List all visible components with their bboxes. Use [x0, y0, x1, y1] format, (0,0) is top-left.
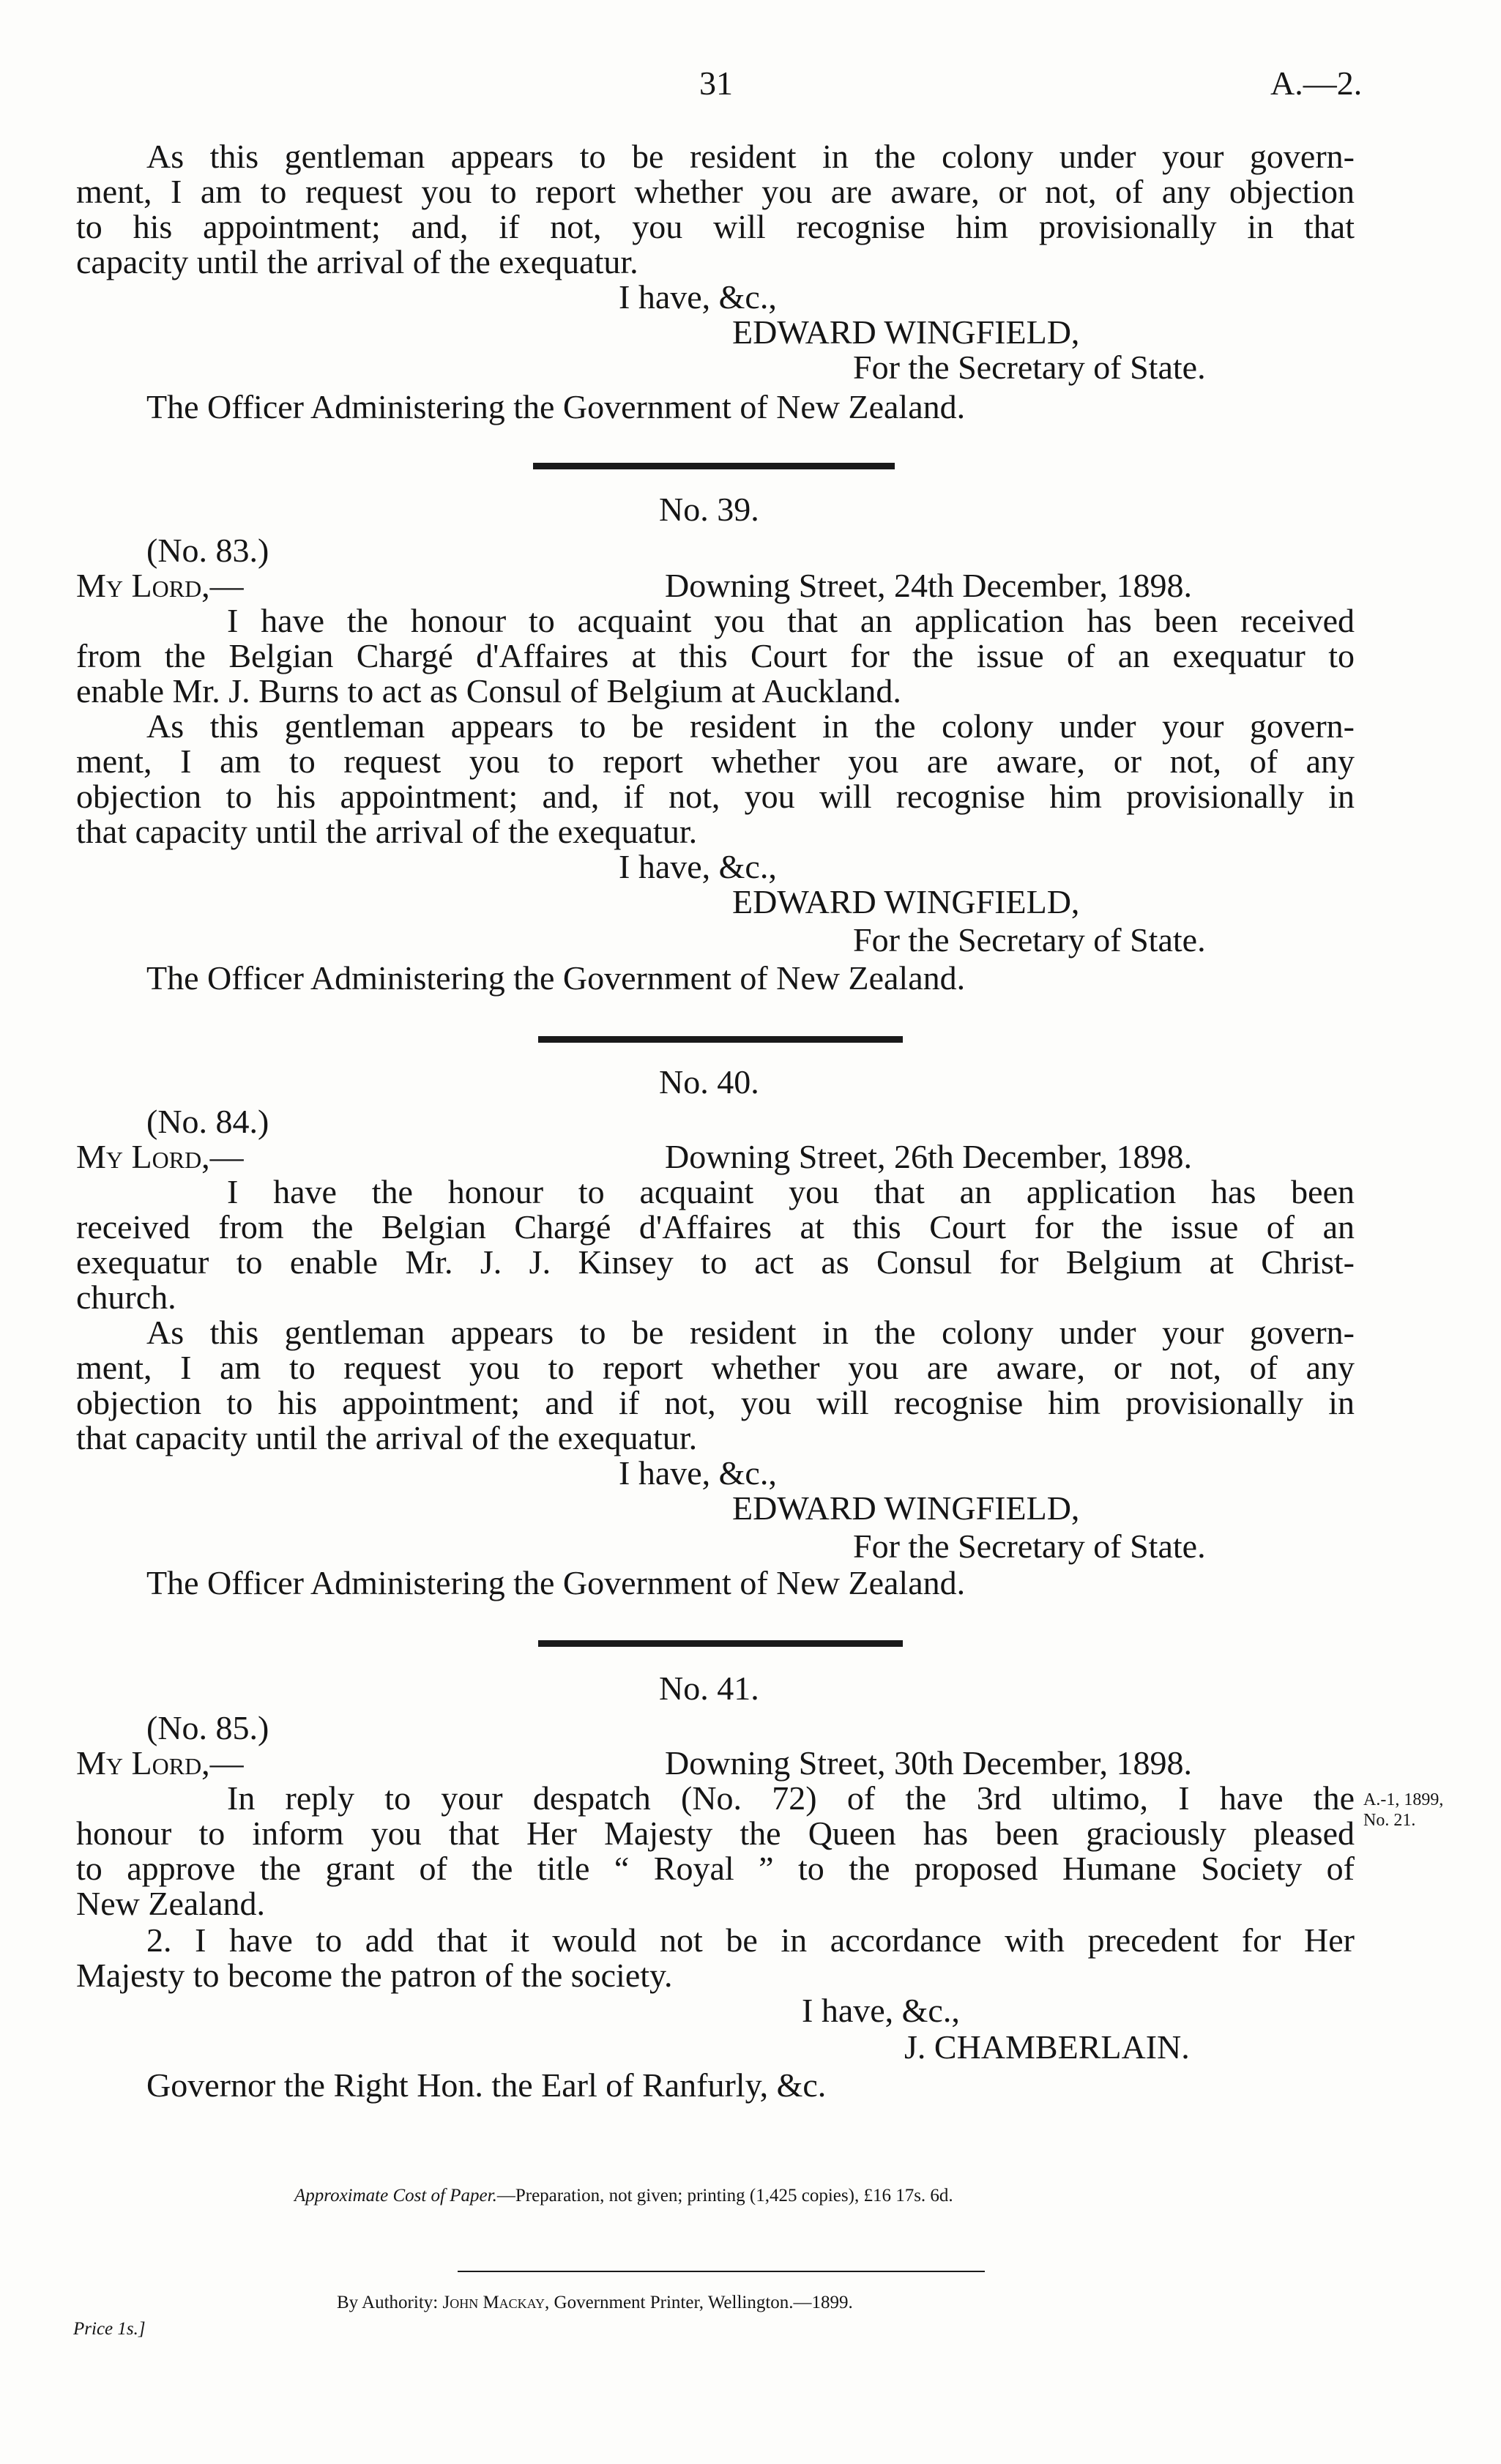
para-line: I have the honour to acquaint you that an application has been — [227, 1173, 1355, 1210]
para-line: honour to inform you that Her Majesty the Queen has been graciously pleased — [76, 1814, 1355, 1852]
dateline: Downing Street, 30th December, 1898. — [665, 1744, 1192, 1782]
closing: I have, &c., — [802, 1992, 960, 2029]
para-line: that capacity until the arrival of the exequatur. — [76, 1419, 698, 1456]
para-line: enable Mr. J. Burns to act as Consul of Belgium at Auckland. — [76, 672, 901, 710]
salutation: My Lord,— — [76, 1138, 244, 1175]
cost-of-paper — [294, 2185, 953, 2207]
para-line: that capacity until the arrival of the exequatur. — [76, 813, 698, 850]
intro-para-line: ment, I am to request you to report whether you are aware, or not, of any objection — [76, 173, 1355, 210]
section-divider — [538, 1640, 903, 1647]
dateline: Downing Street, 24th December, 1898. — [665, 567, 1192, 604]
para-line: ment, I am to request you to report whether you are aware, or not, of any — [76, 742, 1355, 780]
letter-ref: (No. 83.) — [146, 532, 269, 569]
section-divider — [533, 463, 895, 469]
para-line: I have the honour to acquaint you that an application has been received — [227, 602, 1355, 639]
signatory: EDWARD WINGFIELD, — [732, 1489, 1080, 1527]
addressee: The Officer Administering the Government of New Zealand. — [146, 1564, 966, 1601]
para-line: As this gentleman appears to be resident in the colony under your govern- — [146, 1314, 1355, 1351]
para-line: In reply to your despatch (No. 72) of the 3rd ultimo, I have the — [227, 1779, 1355, 1817]
para-line: to approve the grant of the title “ Royal ” to the proposed Humane Society of — [76, 1850, 1355, 1887]
margin-reference: No. 21. — [1363, 1811, 1416, 1830]
intro-para-line: As this gentleman appears to be resident in the colony under your govern- — [146, 138, 1355, 175]
addressee: The Officer Administering the Government of New Zealand. — [146, 959, 966, 997]
sign-role: For the Secretary of State. — [853, 921, 1206, 959]
salutation: My Lord,— — [76, 1744, 244, 1782]
closing: I have, &c., — [619, 1454, 777, 1492]
sign-role: For the Secretary of State. — [853, 1527, 1206, 1565]
letter-heading: No. 39. — [659, 491, 759, 528]
sign-role: For the Secretary of State. — [853, 349, 1206, 386]
document-code: A.—2. — [1270, 64, 1363, 102]
cost-label: Approximate Cost of Paper. — [294, 2186, 497, 2206]
para-line: 2. I have to add that it would not be in accordance with precedent for Her — [146, 1921, 1355, 1959]
footer-rule — [458, 2271, 985, 2272]
para-line: church. — [76, 1278, 176, 1316]
closing: I have, &c., — [619, 848, 777, 885]
letter-heading: No. 41. — [659, 1670, 759, 1707]
para-line: from the Belgian Chargé d'Affaires at this Court for the issue of an exequatur to — [76, 637, 1355, 674]
authority-suffix: , Government Printer, Wellington.—1899. — [545, 2293, 853, 2312]
letter-ref: (No. 85.) — [146, 1709, 269, 1746]
cost-text: —Preparation, not given; printing (1,425 copies), £16 17s. 6d. — [496, 2186, 953, 2206]
section-divider — [538, 1036, 903, 1043]
para-line: exequatur to enable Mr. J. J. Kinsey to act as Consul for Belgium at Christ- — [76, 1243, 1355, 1281]
salutation: My Lord,— — [76, 567, 244, 604]
price: Price 1s.] — [73, 2319, 146, 2339]
letter-ref: (No. 84.) — [146, 1103, 269, 1140]
letter-heading: No. 40. — [659, 1063, 759, 1101]
intro-para-line: to his appointment; and, if not, you will recognise him provisionally in that — [76, 208, 1355, 245]
para-line: Majesty to become the patron of the society. — [76, 1957, 673, 1994]
para-line: objection to his appointment; and if not, you will recognise him provisionally in — [76, 1384, 1355, 1421]
para-line: As this gentleman appears to be resident in the colony under your govern- — [146, 707, 1355, 745]
para-line: received from the Belgian Chargé d'Affaires at this Court for the issue of an — [76, 1208, 1355, 1246]
closing: I have, &c., — [619, 278, 777, 316]
signatory: EDWARD WINGFIELD, — [732, 313, 1080, 351]
authority-line — [337, 2292, 853, 2314]
printer-name: John Mackay — [442, 2293, 545, 2312]
intro-para-line: capacity until the arrival of the exequatur. — [76, 243, 638, 280]
dateline: Downing Street, 26th December, 1898. — [665, 1138, 1192, 1175]
signatory: EDWARD WINGFIELD, — [732, 883, 1080, 920]
para-line: New Zealand. — [76, 1885, 265, 1922]
para-line: ment, I am to request you to report whether you are aware, or not, of any — [76, 1349, 1355, 1386]
authority-prefix: By Authority: — [337, 2293, 443, 2312]
signatory: J. CHAMBERLAIN. — [904, 2028, 1190, 2066]
para-line: objection to his appointment; and, if not, you will recognise him provisionally in — [76, 778, 1355, 815]
addressee: Governor the Right Hon. the Earl of Ranfurly, &c. — [146, 2066, 827, 2104]
addressee: The Officer Administering the Government of New Zealand. — [146, 388, 966, 425]
margin-reference: A.-1, 1899, — [1363, 1790, 1444, 1809]
page-number: 31 — [699, 64, 733, 102]
